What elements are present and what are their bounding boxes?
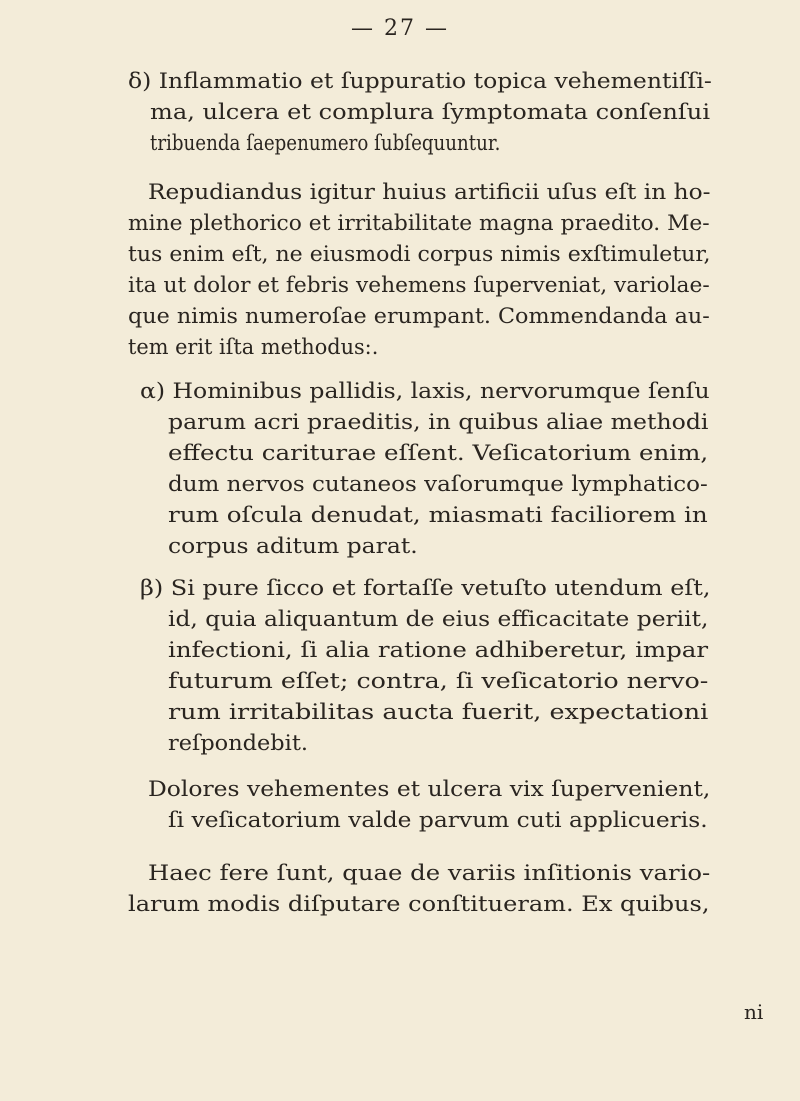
text-line: corpus aditum parat.: [168, 534, 418, 558]
text-line: α) Hominibus pallidis, laxis, nervorumque ſenſu: [140, 379, 710, 403]
text-line: infectioni, ſi alia ratione adhiberetur, impar: [168, 638, 709, 662]
text-line: tem erit iſta methodus:.: [128, 335, 379, 359]
text-line: tribuenda ſaepenumero ſubſequuntur.: [150, 131, 501, 155]
text-line: reſpondebit.: [168, 731, 308, 755]
text-line: effectu cariturae eſſent. Veſicatorium enim,: [168, 441, 709, 465]
text-line: ma, ulcera et complura ſymptomata conſenſui: [150, 100, 711, 124]
text-line: tus enim eſt, ne eiusmodi corpus nimis exſtimuletur,: [128, 242, 711, 266]
text-line: rum oſcula denudat, miasmati faciliorem in: [168, 503, 708, 527]
text-line: parum acri praeditis, in quibus aliae methodi: [168, 410, 709, 434]
text-line: δ) Inflammatio et ſuppuratio topica vehementiſſi-: [128, 69, 712, 93]
text-line: dum nervos cutaneos vaſorumque lymphatico-: [168, 472, 708, 496]
catchword: ni: [744, 1000, 764, 1024]
text-line: futurum eſſet; contra, ſi veſicatorio nervo-: [168, 669, 709, 693]
text-line: mine plethorico et irritabilitate magna praedito. Me-: [128, 211, 710, 235]
text-line: rum irritabilitas aucta fuerit, expectationi: [168, 700, 709, 724]
text-line: Dolores vehementes et ulcera vix ſupervenient,: [148, 777, 711, 801]
text-line: Haec fere ſunt, quae de variis inſitionis vario-: [148, 861, 711, 885]
text-line: Repudiandus igitur huius artificii uſus eſt in ho-: [148, 180, 711, 204]
text-line: ita ut dolor et febris vehemens ſuperveniat, variolae-: [128, 273, 710, 297]
text-line: id, quia aliquantum de eius efficacitate periit,: [168, 607, 709, 631]
text-line: ſi veſicatorium valde parvum cuti applicueris.: [168, 808, 708, 832]
text-line: larum modis diſputare conſtitueram. Ex quibus,: [128, 892, 710, 916]
text-line: β) Si pure ſicco et fortaſſe vetuſto utendum eſt,: [140, 576, 711, 600]
text-line: que nimis numeroſae erumpant. Commendanda au-: [128, 304, 710, 328]
page-number-header: — 27 —: [351, 16, 449, 41]
